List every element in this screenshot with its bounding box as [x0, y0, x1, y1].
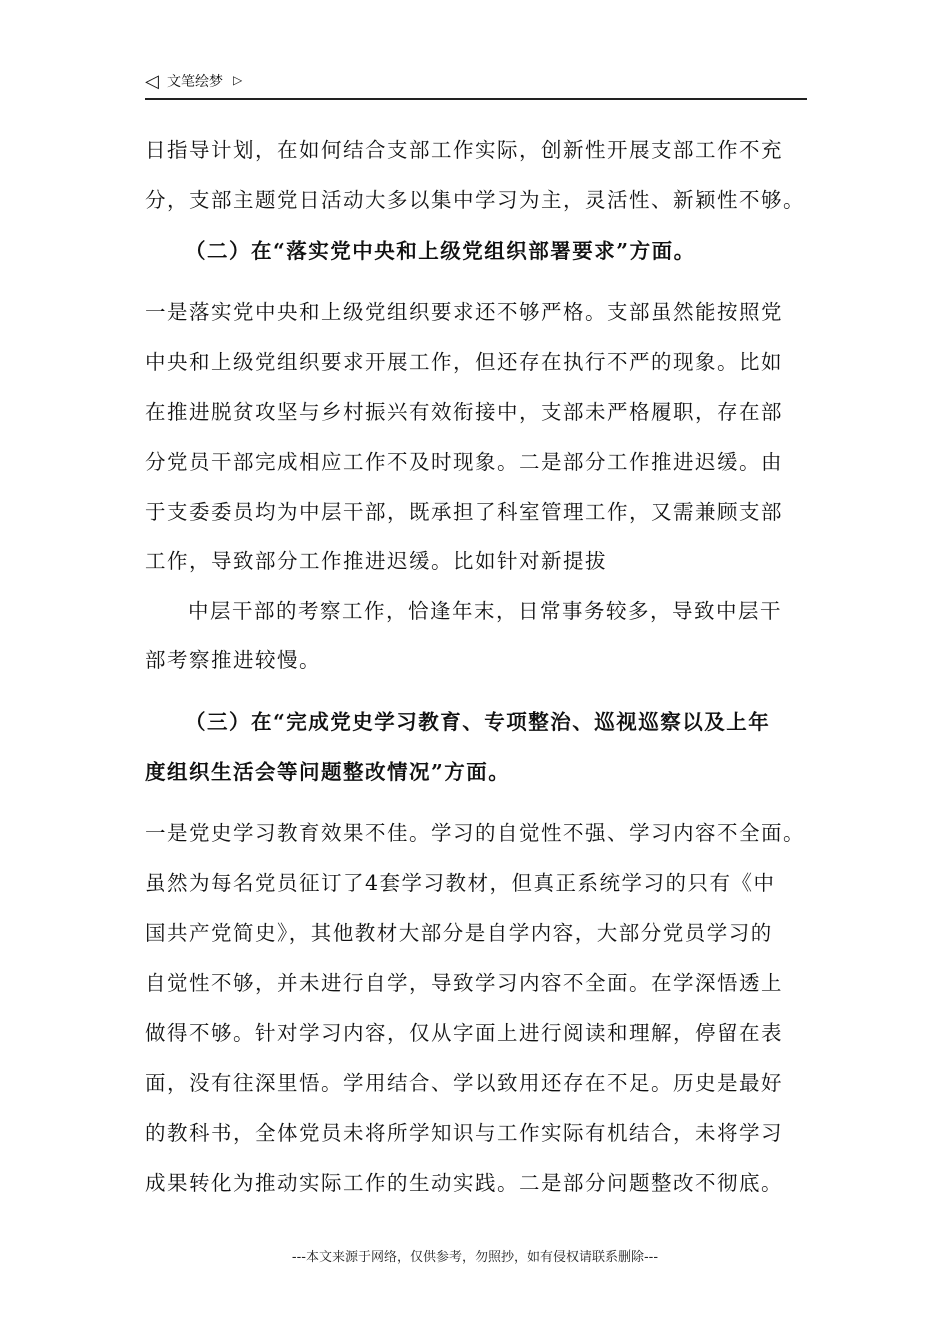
- text-line: 成果转化为推动实际工作的生动实践。二是部分问题整改不彻底。: [145, 1171, 783, 1195]
- page-header: [145, 70, 807, 100]
- text-line: 分党员干部完成相应工作不及时现象。二是部分工作推进迟缓。由: [145, 450, 783, 474]
- text-line: 一是落实党中央和上级党组织要求还不够严格。支部虽然能按照党: [145, 300, 783, 324]
- text-line: 日指导计划，在如何结合支部工作实际，创新性开展支部工作不充: [145, 138, 783, 162]
- text-line: 一是党史学习教育效果不佳。学习的自觉性不强、学习内容不全面。: [145, 821, 805, 845]
- text-line: 分，支部主题党日活动大多以集中学习为主，灵活性、新颖性不够。: [145, 188, 805, 212]
- text-line: 的教科书，全体党员未将所学知识与工作实际有机结合，未将学习: [145, 1121, 783, 1145]
- text-line: 中央和上级党组织要求开展工作，但还存在执行不严的现象。比如: [145, 350, 783, 374]
- text-line: 工作，导致部分工作推进迟缓。比如针对新提拔: [145, 549, 607, 573]
- section-heading: （三）在“完成党史学习教育、专项整治、巡视巡察以及上年: [185, 710, 771, 734]
- text-line: 虽然为每名党员征订了4套学习教材，但真正系统学习的只有《中: [145, 871, 776, 895]
- text-line: 中层干部的考察工作，恰逢年末，日常事务较多，导致中层干: [188, 599, 782, 623]
- brand-name: 文笔绘梦: [167, 74, 223, 90]
- text-line: 自觉性不够，并未进行自学，导致学习内容不全面。在学深悟透上: [145, 971, 783, 995]
- left-triangle-icon: ◁: [145, 71, 159, 92]
- text-line: 面，没有往深里悟。学用结合、学以致用还存在不足。历史是最好: [145, 1071, 783, 1095]
- section-heading: （二）在“落实党中央和上级党组织部署要求”方面。: [185, 239, 696, 263]
- text-line: 于支委委员均为中层干部，既承担了科室管理工作，又需兼顾支部: [145, 500, 783, 524]
- text-line: 国共产党简史》，其他教材大部分是自学内容，大部分党员学习的: [145, 921, 773, 945]
- page-footer: ---本文来源于网络，仅供参考，勿照抄，如有侵权请联系删除---: [291, 1250, 659, 1265]
- section-heading: 度组织生活会等问题整改情况”方面。: [145, 760, 511, 784]
- text-line: 做得不够。针对学习内容，仅从字面上进行阅读和理解，停留在表: [145, 1021, 783, 1045]
- text-line: 部考察推进较慢。: [145, 648, 321, 672]
- right-triangle-icon: ▷: [233, 73, 243, 87]
- text-line: 在推进脱贫攻坚与乡村振兴有效衔接中，支部未严格履职，存在部: [145, 400, 783, 424]
